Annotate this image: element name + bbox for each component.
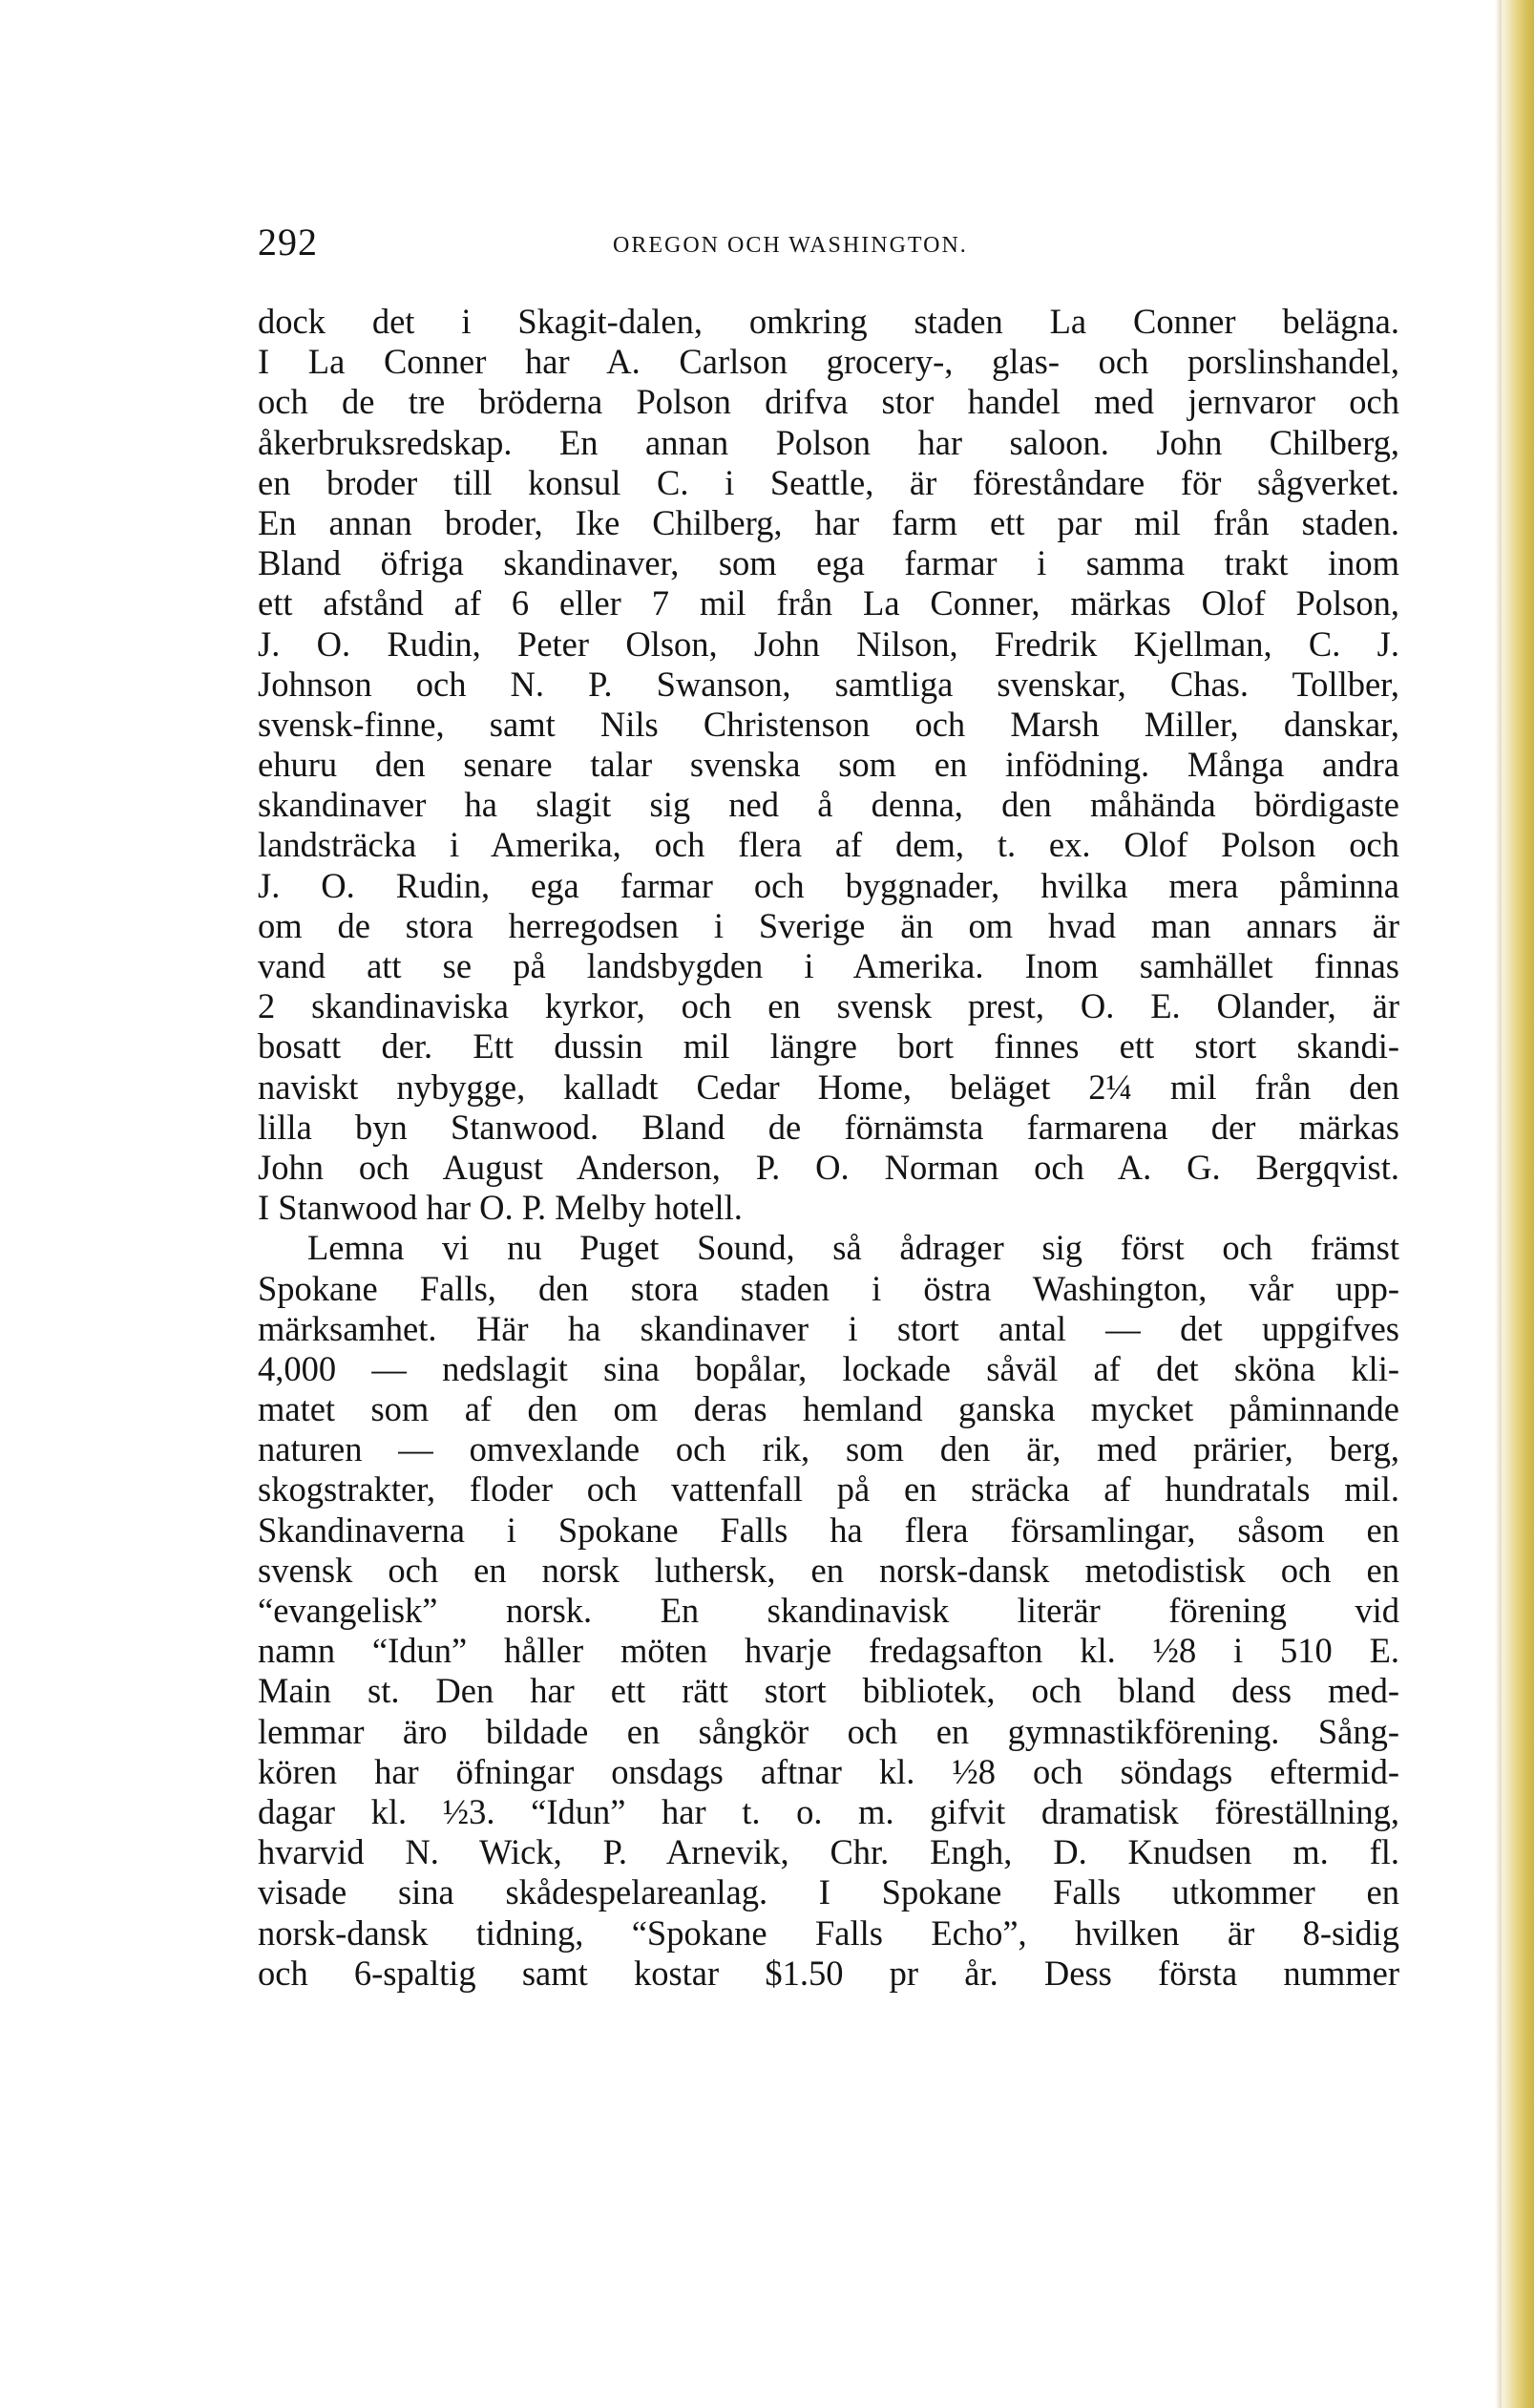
text-line-paragraph-start: Lemna vi nu Puget Sound, så ådrager sig först och främst [307,1228,1399,1268]
text-line: En annan broder, Ike Chilberg, har farm ett par mil från staden. [258,502,1399,542]
page-number: 292 [258,221,318,264]
body-text [258,302,1399,1994]
text-line: Bland öfriga skandinaver, som ega farmar i samma trakt inom [258,543,1399,583]
text-line: och 6-spaltig samt kostar $1.50 pr år. Dess första nummer [258,1953,1399,1993]
text-line: skogstrakter, floder och vattenfall på en sträcka af hundratals mil. [258,1469,1399,1510]
text-line: kören har öfningar onsdags aftnar kl. ½8 och söndags eftermid- [258,1751,1399,1791]
text-line: hvarvid N. Wick, P. Arnevik, Chr. Engh, D. Knudsen m. fl. [258,1832,1399,1872]
text-line: bosatt der. Ett dussin mil längre bort finnes ett stort skandi- [258,1026,1399,1067]
text-line: matet som af den om deras hemland ganska mycket påminnande [258,1389,1399,1429]
text-line: I La Conner har A. Carlson grocery-, glas- och porslinshandel, [258,342,1399,382]
text-line: J. O. Rudin, ega farmar och byggnader, hvilka mera påminna [258,865,1399,905]
text-line: en broder till konsul C. i Seattle, är föreståndare för sågverket. [258,462,1399,502]
text-line: åkerbruksredskap. En annan Polson har saloon. John Chilberg, [258,422,1399,462]
text-line: Spokane Falls, den stora staden i östra Washington, vår upp- [258,1268,1399,1308]
text-line: John och August Anderson, P. O. Norman och A. G. Bergqvist. [258,1147,1399,1187]
text-line: I Stanwood har O. P. Melby hotell. [258,1188,743,1228]
text-line: om de stora herregodsen i Sverige än om hvad man annars är [258,905,1399,945]
page-header [258,220,1403,277]
text-line: skandinaver ha slagit sig ned å denna, den måhända bördigaste [258,785,1399,825]
running-head: OREGON OCH WASHINGTON. [613,233,968,258]
text-line: landsträcka i Amerika, och flera af dem, t. ex. Olof Polson och [258,825,1399,865]
text-line: J. O. Rudin, Peter Olson, John Nilson, Fredrik Kjellman, C. J. [258,623,1399,664]
text-line: dagar kl. ½3. “Idun” har t. o. m. gifvit dramatisk föreställning, [258,1791,1399,1831]
text-line: vand att se på landsbygden i Amerika. Inom samhället finnas [258,946,1399,985]
text-line: lemmar äro bildade en sångkör och en gymnastikförening. Sång- [258,1711,1399,1751]
text-line: lilla byn Stanwood. Bland de förnämsta farmarena der märkas [258,1107,1399,1147]
text-line: Main st. Den har ett rätt stort bibliotek, och bland dess med- [258,1671,1399,1711]
text-line: naviskt nybygge, kalladt Cedar Home, beläget 2¼ mil från den [258,1067,1399,1107]
text-line: svensk-finne, samt Nils Christenson och Marsh Miller, danskar, [258,704,1399,744]
text-line: dock det i Skagit-dalen, omkring staden La Conner belägna. [258,302,1399,341]
text-line: namn “Idun” håller möten hvarje fredagsafton kl. ½8 i 510 E. [258,1631,1399,1671]
text-line: märksamhet. Här ha skandinaver i stort antal — det uppgifves [258,1308,1399,1348]
text-line: och de tre bröderna Polson drifva stor handel med jernvaror och [258,382,1399,422]
text-line: visade sina skådespelareanlag. I Spokane Falls utkommer en [258,1872,1399,1912]
text-line: 2 skandinaviska kyrkor, och en svensk prest, O. E. Olander, är [258,986,1399,1026]
text-line: 4,000 — nedslagit sina bopålar, lockade såväl af det sköna kli- [258,1348,1399,1388]
text-line: naturen — omvexlande och rik, som den är, med prärier, berg, [258,1429,1399,1469]
text-line: svensk och en norsk luthersk, en norsk-dansk metodistisk och en [258,1550,1399,1590]
text-line: Skandinaverna i Spokane Falls ha flera församlingar, såsom en [258,1510,1399,1550]
text-line: norsk-dansk tidning, “Spokane Falls Echo”, hvilken är 8-sidig [258,1912,1399,1953]
text-line: ett afstånd af 6 eller 7 mil från La Conner, märkas Olof Polson, [258,583,1399,623]
text-line: ehuru den senare talar svenska som en infödning. Många andra [258,745,1399,785]
text-line: “evangelisk” norsk. En skandinavisk literär förening vid [258,1591,1399,1630]
text-line: Johnson och N. P. Swanson, samtliga svenskar, Chas. Tollber, [258,664,1399,704]
page-edge-shadow [1496,0,1502,2408]
